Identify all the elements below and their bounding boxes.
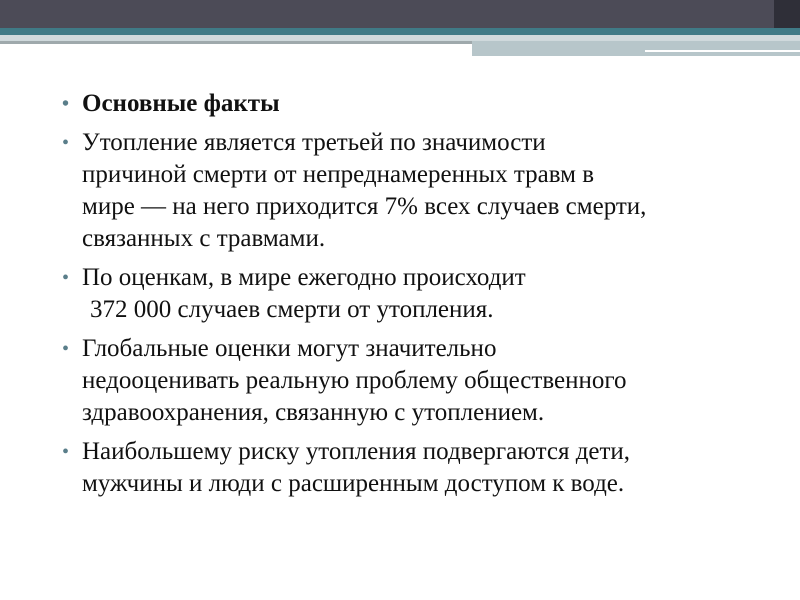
bullet-text: Глобальные оценки могут значительно: [82, 335, 497, 362]
bullet-icon: •: [62, 132, 70, 154]
bullet-text: Наибольшему риску утопления подвергаются дети,: [82, 438, 631, 465]
bullet-text: 372 000 случаев смерти от утопления.: [90, 296, 494, 323]
bullet-text: причиной смерти от непреднамеренных травм в: [82, 161, 595, 188]
list-item: [62, 436, 772, 500]
bullet-text: Утопление является третьей по значимости: [82, 129, 546, 156]
bullet-text: связанных с травмами.: [82, 225, 326, 252]
header-bar-teal: [0, 28, 800, 35]
header-corner-shade: [774, 0, 800, 28]
header-stub: [472, 41, 800, 56]
list-item: [62, 262, 772, 326]
bullet-text: мужчины и люди с расширенным доступом к воде.: [82, 470, 625, 497]
header-stub-line: [645, 50, 800, 52]
list-item: [62, 127, 772, 255]
list-item-heading: [62, 88, 772, 120]
bullet-icon: •: [62, 338, 70, 360]
bullet-text: мире — на него приходится 7% всех случаев смерти,: [82, 193, 647, 220]
list-item: [62, 333, 772, 429]
bullet-icon: •: [62, 441, 70, 463]
bullet-icon: •: [62, 93, 70, 115]
bullet-text: По оценкам, в мире ежегодно происходит: [82, 264, 526, 291]
bullet-text: здравоохранения, связанную с утоплением.: [82, 399, 545, 426]
bullet-icon: •: [62, 267, 70, 289]
header-bar-dark: [0, 0, 800, 28]
header-underline: [0, 41, 472, 44]
bullet-text: Основные факты: [82, 90, 280, 117]
facts-list: [62, 88, 772, 500]
slide-content: [62, 88, 772, 507]
bullet-text: недооценивать реальную проблему общественного: [82, 367, 627, 394]
